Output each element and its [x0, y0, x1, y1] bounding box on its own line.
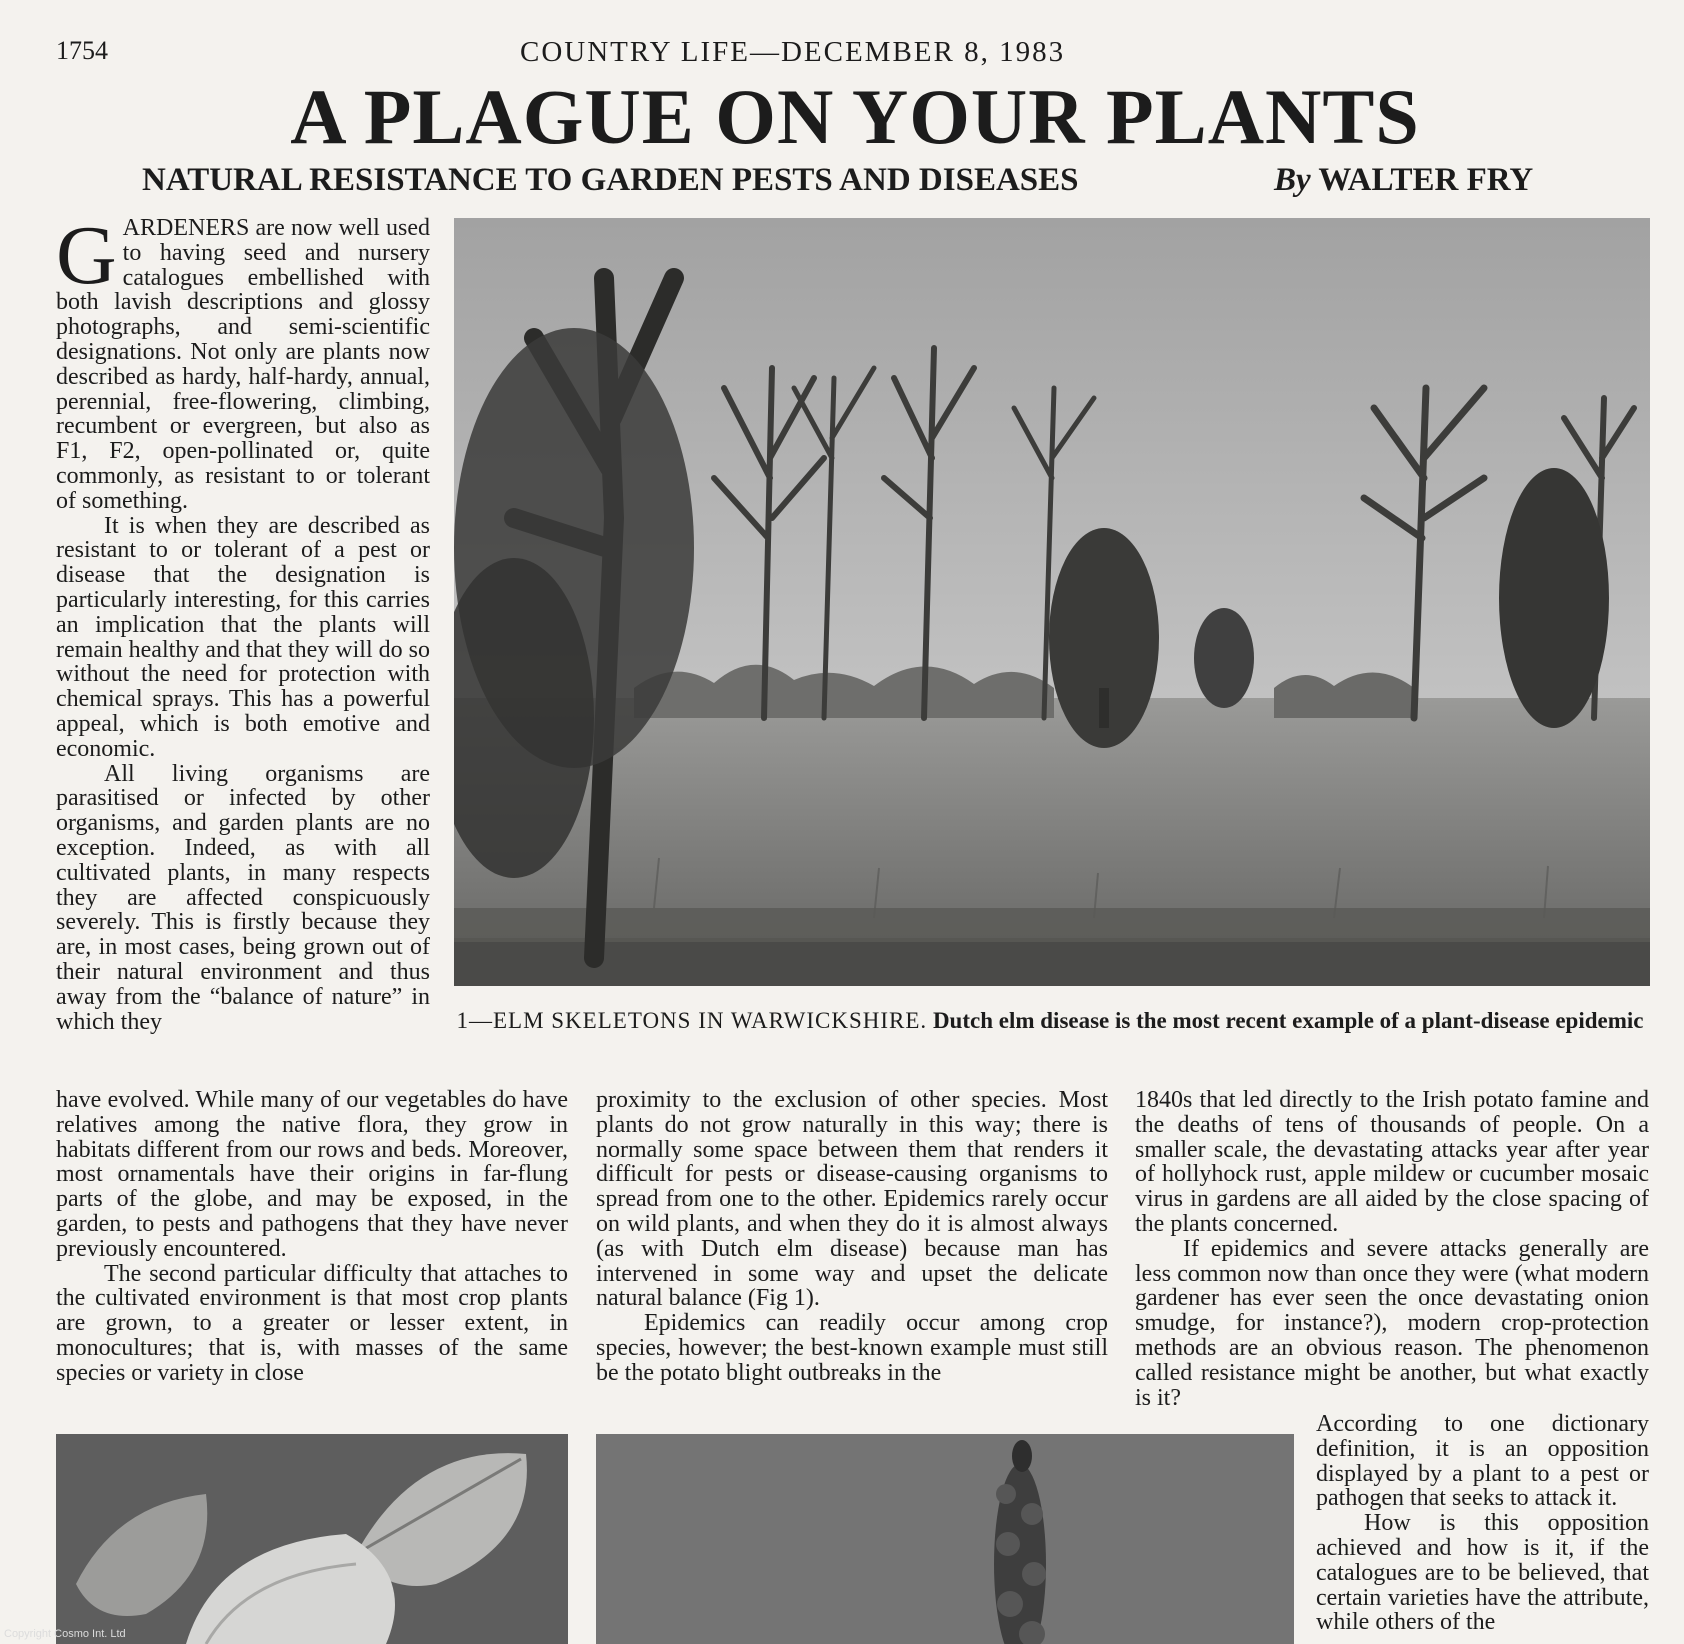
paragraph-10: How is this opposition achieved and how is it, if the catalogues are to be believed, that certain varieties have the attribute, while others of the: [1316, 1510, 1649, 1636]
figure-1-caption: [452, 1008, 1648, 1033]
column-3: [1135, 1088, 1649, 1410]
flower-spike-photo: [596, 1434, 1294, 1644]
leaves-photo: [56, 1434, 568, 1644]
paragraph-3-end: have evolved. While many of our vegetables do have relatives among the native flora, they grow in habitats different from our rows and beds. Moreover, most ornamentals have their origins in far-flung parts of the globe, and may be exposed, in the garden, to pests and pathogens that they have never previously encountered.: [56, 1087, 568, 1262]
drop-cap: G: [56, 209, 117, 302]
column-1-upper: [56, 209, 430, 1035]
article-title: A PLAGUE ON YOUR PLANTS: [290, 73, 1420, 160]
byline: [1274, 162, 1533, 199]
landscape-illustration: [454, 218, 1650, 986]
paragraph-2: It is when they are described as resistant to or tolerant of a pest or disease that the designation is particularly interesting, for this carries an implication that the plants will remain healthy and that they will do so without the need for protection with chemical sprays. This has a powerful appeal, which is both emotive and economic.: [56, 512, 430, 762]
page-number: 1754: [56, 36, 108, 65]
column-3-continued: [1316, 1412, 1649, 1635]
author-name: WALTER FRY: [1318, 162, 1534, 198]
column-1-lower: [56, 1088, 568, 1386]
paragraph-4: The second particular difficulty that attaches to the cultivated environment is that most crop plants are grown, to a greater or lesser extent, in monocultures; that is, with masses of the same species or variety in close: [56, 1260, 568, 1386]
paragraph-9: According to one dictionary definition, it is an opposition displayed by a plant to a pest or pathogen that seeks to attack it.: [1316, 1411, 1649, 1512]
paragraph-5: proximity to the exclusion of other species. Most plants do not grow naturally in this way; there is normally some space between them that renders it difficult for pests or disease-causing organisms to spread from one to the other. Epidemics rarely occur on wild plants, and when they do it is almost always (as with Dutch elm disease) because man has intervened in some way and upset the delicate natural balance (Fig 1).: [596, 1087, 1108, 1312]
figure-1-text: Dutch elm disease is the most recent example of a plant-disease epidemic: [932, 1008, 1644, 1033]
paragraph-3-start: All living organisms are parasitised or infected by other organisms, and garden plants are no exception. Indeed, as with all cultivated plants, in many respects they are affected conspicuously severely. This is firstly because they are, in most cases, being grown out of their natural environment and thus away from the “balance of nature” in which they: [56, 760, 430, 1035]
paragraph-1: [56, 209, 430, 514]
paragraph-7: 1840s that led directly to the Irish potato famine and the deaths of tens of thousands of people. On a smaller scale, the devastating attacks year after year of hollyhock rust, apple mildew or cucumber mosaic virus in gardens are all aided by the close spacing of the plants concerned.: [1135, 1087, 1649, 1237]
running-title: COUNTRY LIFE—DECEMBER 8, 1983: [520, 36, 1066, 68]
column-2: [596, 1088, 1108, 1386]
byline-prefix: By: [1274, 162, 1311, 198]
copyright-notice: Copyright Cosmo Int. Ltd: [4, 1628, 126, 1640]
article-subtitle: NATURAL RESISTANCE TO GARDEN PESTS AND DISEASES: [142, 162, 1079, 198]
paragraph-1-text: ARDENERS are now well used to having seed and nursery catalogues embellished with both lavish descriptions and glossy photographs, and semi-scientific designations. Not only are plants now described as hardy, half-hardy, annual, perennial, free-flowering, climbing, recumbent or evergreen, but also as F1, F2, open-pollinated or, quite commonly, as resistant to or tolerant of something.: [56, 215, 430, 514]
elm-skeletons-photo: [454, 218, 1650, 986]
flower-spike-illustration: [596, 1434, 1294, 1644]
paragraph-6: Epidemics can readily occur among crop species, however; the best-known example must still be the potato blight outbreaks in the: [596, 1310, 1108, 1386]
paragraph-8: If epidemics and severe attacks generally are less common now than once they were (what modern gardener has ever seen the once devastating onion smudge, for instance?), modern crop-protection methods are an obvious reason. The phenomenon called resistance might be another, but what exactly is it?: [1135, 1235, 1649, 1411]
figure-1-label: 1—ELM SKELETONS IN WARWICKSHIRE.: [456, 1008, 928, 1033]
leaves-illustration: [56, 1434, 568, 1644]
